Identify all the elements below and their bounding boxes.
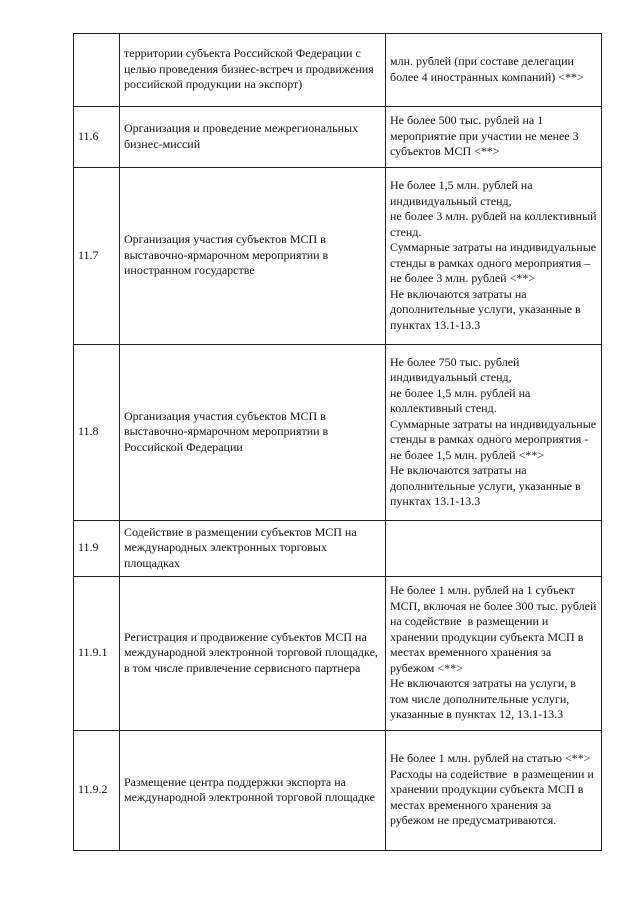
table-row — [74, 168, 602, 345]
condition-line: Расходы на содействие в размещении и хранении продукции субъекта МСП в местах временного хранения за рубежом не предусматриваются. — [390, 766, 597, 828]
table-row — [74, 577, 602, 731]
item-conditions — [386, 731, 602, 851]
item-number: 11.9 — [74, 521, 120, 577]
item-description: Организация участия субъектов МСП в выставочно-ярмарочном мероприятии в иностранном государстве — [120, 168, 386, 345]
item-description: Регистрация и продвижение субъектов МСП на международной электронной торговой площадке, в том числе привлечение сервисного партнера — [120, 577, 386, 731]
item-number: 11.7 — [74, 168, 120, 345]
item-description: Размещение центра поддержки экспорта на международной электронной торговой площадке — [120, 731, 386, 851]
table-row — [74, 731, 602, 851]
condition-line: Не включаются затраты на дополнительные услуги, указанные в пунктах 13.1-13.3 — [390, 463, 584, 508]
condition-line: Суммарные затраты на индивидуальные стенды в рамках одного мероприятия – — [390, 240, 600, 270]
condition-line: Не более 1,5 млн. рублей на индивидуальный стенд, — [390, 178, 536, 208]
item-conditions — [386, 168, 602, 345]
table-row — [74, 34, 602, 107]
item-number — [74, 34, 120, 107]
condition-line: млн. рублей (при составе делегации более 4 иностранных компаний) <**> — [390, 54, 584, 84]
support-measures-table — [73, 33, 602, 851]
condition-line: Не более 750 тыс. рублей индивидуальный стенд, — [390, 354, 523, 384]
item-number: 11.9.2 — [74, 731, 120, 851]
condition-line: Не более 500 тыс. рублей на 1 мероприятие при участии не менее 3 субъектов МСП <**> — [390, 113, 582, 159]
condition-line: Суммарные затраты на индивидуальные стенды в рамках одного мероприятия - не более 1,5 млн. рублей <**> — [390, 416, 600, 462]
item-conditions — [386, 577, 602, 731]
table-row — [74, 345, 602, 521]
item-description: Организация участия субъектов МСП в выставочно-ярмарочном мероприятии в Российской Федерации — [120, 345, 386, 521]
condition-line: Не включаются затраты на дополнительные услуги, указанные в пунктах 13.1-13.3 — [390, 286, 584, 332]
item-number: 11.6 — [74, 107, 120, 168]
item-conditions — [386, 521, 602, 577]
condition-line: не более 1,5 млн. рублей на коллективный стенд. — [390, 385, 534, 415]
item-conditions — [386, 345, 602, 521]
item-conditions — [386, 34, 602, 107]
condition-line: Не более 1 млн. рублей на статью <**> — [390, 751, 591, 766]
item-description: Организация и проведение межрегиональных бизнес-миссий — [120, 107, 386, 168]
item-description: Содействие в размещении субъектов МСП на международных электронных торговых площадках — [120, 521, 386, 577]
item-description: территории субъекта Российской Федерации с целью проведения бизнес-встреч и продвижения российской продукции на экспорт) — [120, 34, 386, 107]
table-row — [74, 107, 602, 168]
condition-line: не более 3 млн. рублей на коллективный стенд. — [390, 209, 600, 239]
item-conditions — [386, 107, 602, 168]
item-number: 11.9.1 — [74, 577, 120, 731]
item-number: 11.8 — [74, 345, 120, 521]
condition-line: не более 3 млн. рублей <**> — [390, 271, 536, 285]
condition-line: Не включаются затраты на услуги, в том числе дополнительные услуги, указанные в пунктах 12, 13.1-13.3 — [390, 676, 579, 722]
table-row — [74, 521, 602, 577]
condition-line: Не более 1 млн. рублей на 1 субъект МСП, включая не более 300 тыс. рублей на содействие в размещении и хранении продукции субъекта МСП в местах временного хранения за рубежом <**> — [390, 583, 600, 675]
